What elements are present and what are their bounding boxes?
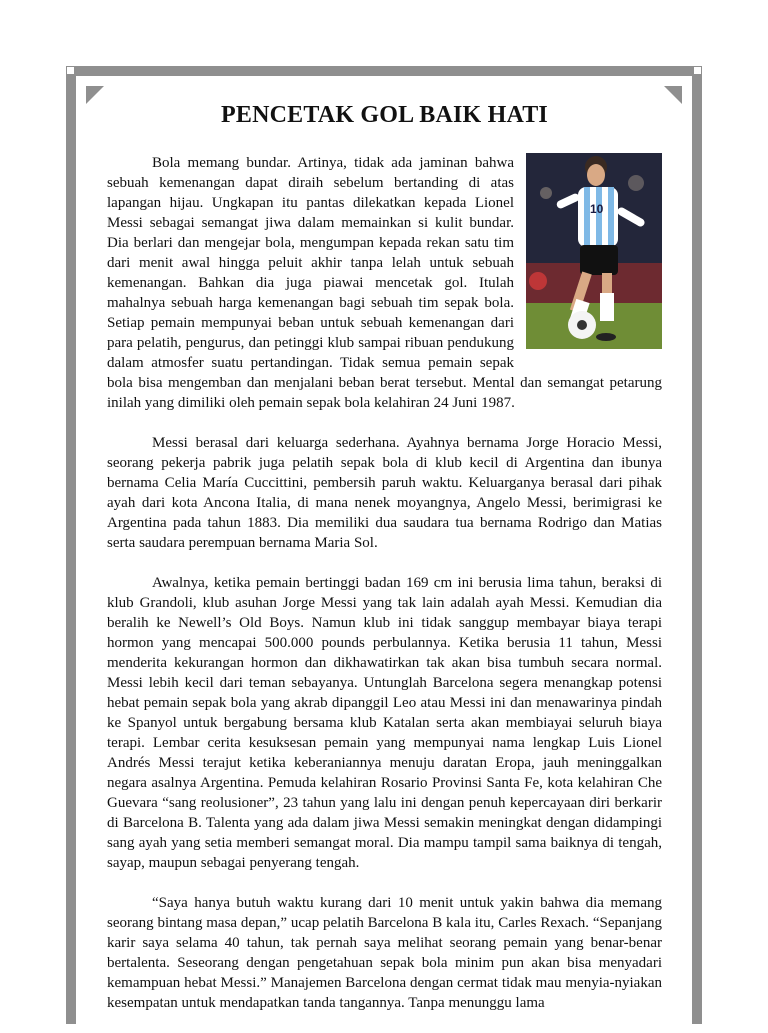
corner-triangle-left <box>86 86 104 104</box>
corner-ornament-top-left <box>66 66 75 75</box>
player-photo-illustration <box>526 153 662 349</box>
paragraph-3: Awalnya, ketika pemain bertinggi badan 169 cm ini berusia lima tahun, beraksi di klub Grandoli, klub asuhan Jorge Messi yang tak lain adalah ayah Messi. Kemudian dia beralih ke Newell’s Old Boys. Namun klub ini tidak sanggup membayar biaya terapi hormon yang mencapai 500.000 pounds perbulannya. Ketika berusia 11 tahun, Messi menderita kekurangan hormon dan dikhawatirkan tak akan bisa tumbuh secara normal. Messi lebih kecil dari teman sebayanya. Untunglah Barcelona segera menangkap potensi hebat pemain sepak bola yang akrab dipanggil Leo atau Messi ini dan menawarinya pindah ke Spanyol untuk bergabung bersama klub Katalan serta akan membiayai seluruh biaya terapi. Lembar cerita kesuksesan pemain yang mempunyai nama lengkap Luis Lionel Andrés Messi terajut ketika keberaniannya menuju daratan Eropa, jauh meninggalkan negara asalnya Argentina. Pemuda kelahiran Rosario Provinsi Santa Fe, kota kelahiran Che Guevara “sang reolusioner”, 23 tahun yang lalu ini dengan penuh kepercayaan diri berkarir di Barcelona B. Talenta yang ada dalam jiwa Messi semakin meningkat dengan didampingi sang ayah yang setia memberi semangat moral. Dia mampu tampil sama baiknya di tengah, sayap, maupun sebagai penyerang tengah. <box>107 575 662 871</box>
article <box>107 102 662 1033</box>
page-border-top <box>66 66 702 76</box>
paragraph-2: Messi berasal dari keluarga sederhana. Ayahnya bernama Jorge Horacio Messi, seorang pekerja pabrik juga pelatih sepak bola di klub kecil di Argentina dan ibunya bernama Celia María Cuccittini, pembersih paruh waktu. Keluarganya berasal dari pihak ayah dari kota Ancona Italia, di mana nenek moyangnya, Angelo Messi, berimigrasi ke Argentina pada tahun 1883. Dia memiliki dua saudara tua bernama Rodrigo dan Matias serta saudara perempuan bernama Maria Sol. <box>107 435 662 551</box>
page-border-right <box>692 66 702 1024</box>
page-border-left <box>66 66 76 1024</box>
paragraph-4: “Saya hanya butuh waktu kurang dari 10 menit untuk yakin bahwa dia memang seorang bintang masa depan,” ucap pelatih Barcelona B kala itu, Carles Rexach. “Sepanjang karir saya selama 40 tahun, tak pernah saya melihat seorang pemain yang benar-benar bertalenta. Seseorang dengan pengetahuan sepak bola minim pun akan bisa menyadari kemampuan hebat Messi.” Manajemen Barcelona dengan cermat tidak mau menyia-nyiakan kesempatan untuk mendapatkan tanda tangannya. Tanpa menunggu lama <box>107 895 662 1011</box>
article-title: PENCETAK GOL BAIK HATI <box>221 102 548 128</box>
paragraph-1: Bola memang bundar. Artinya, tidak ada jaminan bahwa sebuah kemenangan dapat diraih sebelum bertanding di atas lapangan hijau. Ungkapan itu pantas dilekatkan kepada Lionel Messi sebagai semangat jiwa dalam memainkan si kulit bundar. Dia berlari dan mengejar bola, mengumpan kepada rekan satu tim dari menit awal hingga peluit akhir tanpa lelah untuk sebuah kemenangan. Bahkan dia juga piawai mencetak gol. Itulah mahalnya sebuah harga kemenangan bagi sebuah tim sepak bola. Setiap pemain mempunyai beban untuk sebuah kemenangan dari para pelatih, pengurus, dan petinggi klub sampai ribuan pendukung dalam atmosfer suatu pertandingan. Tidak semua pemain sepak bola bisa mengemban dan menjalani beban berat tersebut. Mental dan semangat petarung inilah yang dimiliki oleh pemain sepak bola kelahiran 24 Juni 1987. <box>107 155 662 411</box>
player-photo <box>526 153 662 349</box>
corner-triangle-right <box>664 86 682 104</box>
corner-ornament-top-right <box>693 66 702 75</box>
svg-text:10: 10 <box>590 202 604 216</box>
